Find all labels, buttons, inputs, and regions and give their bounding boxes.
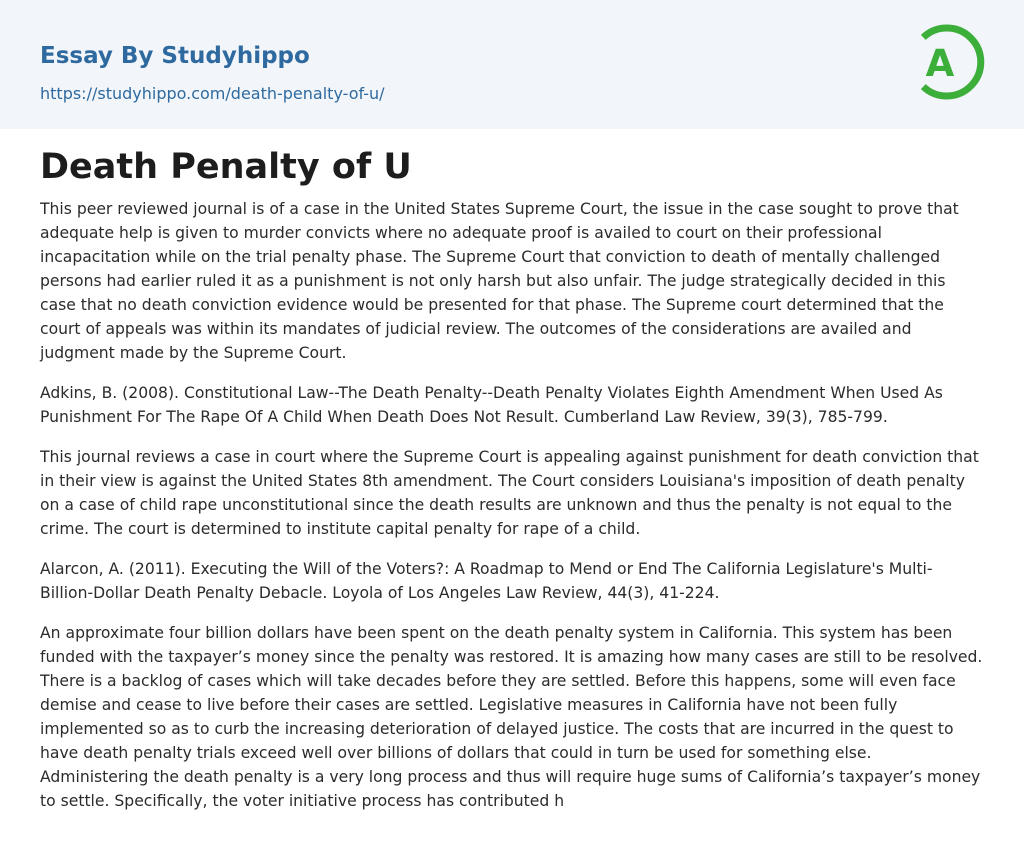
- source-url-link[interactable]: https://studyhippo.com/death-penalty-of-u/: [40, 84, 385, 103]
- article: [40, 145, 984, 829]
- citation-paragraph: Alarcon, A. (2011). Executing the Will of the Voters?: A Roadmap to Mend or End The California Legislature's Multi-Billion-Dollar Death Penalty Debacle. Loyola of Los Angeles Law Review, 44(3), 41-224.: [40, 560, 933, 602]
- article-paragraph: This journal reviews a case in court where the Supreme Court is appealing against punishment for death conviction that in their view is against the United States 8th amendment. The Court considers Louisiana's imposition of death penalty on a case of child rape unconstitutional since the death results are unknown and thus the penalty is not equal to the crime. The court is determined to institute capital penalty for rape of a child.: [40, 448, 979, 538]
- logo-letter: A: [925, 42, 955, 85]
- studyhippo-logo-icon[interactable]: [912, 18, 988, 106]
- citation-paragraph: Adkins, B. (2008). Constitutional Law--The Death Penalty--Death Penalty Violates Eighth Amendment When Used As Punishment For The Rape Of A Child When Death Does Not Result. Cumberland Law Review, 39(3), 785-799.: [40, 384, 943, 426]
- article-paragraph: An approximate four billion dollars have been spent on the death penalty system in California. This system has been funded with the taxpayer’s money since the penalty was restored. It is amazing how many cases are still to be resolved. There is a backlog of cases which will take decades before they are settled. Before this happens, some will even face demise and cease to live before their cases are settled. Legislative measures in California have not been fully implemented so as to curb the increasing deterioration of delayed justice. The costs that are incurred in the quest to have death penalty trials exceed well over billions of dollars that could in turn be used for something else. Administering the death penalty is a very long process and thus will require huge sums of California’s taxpayer’s money to settle. Specifically, the voter initiative process has contributed h: [40, 624, 983, 810]
- brand-title[interactable]: Essay By Studyhippo: [40, 43, 310, 69]
- site-header: [0, 0, 1024, 129]
- page-title: Death Penalty of U: [40, 147, 412, 187]
- article-paragraph: This peer reviewed journal is of a case in the United States Supreme Court, the issue in the case sought to prove that adequate help is given to murder convicts where no adequate proof is availed to court on their professional incapacitation while on the trial penalty phase. The Supreme Court that conviction to death of mentally challenged persons had earlier ruled it as a punishment is not only harsh but also unfair. The judge strategically decided in this case that no death conviction evidence would be presented for that phase. The Supreme court determined that the court of appeals was within its mandates of judicial review. The outcomes of the considerations are availed and judgment made by the Supreme Court.: [40, 200, 959, 362]
